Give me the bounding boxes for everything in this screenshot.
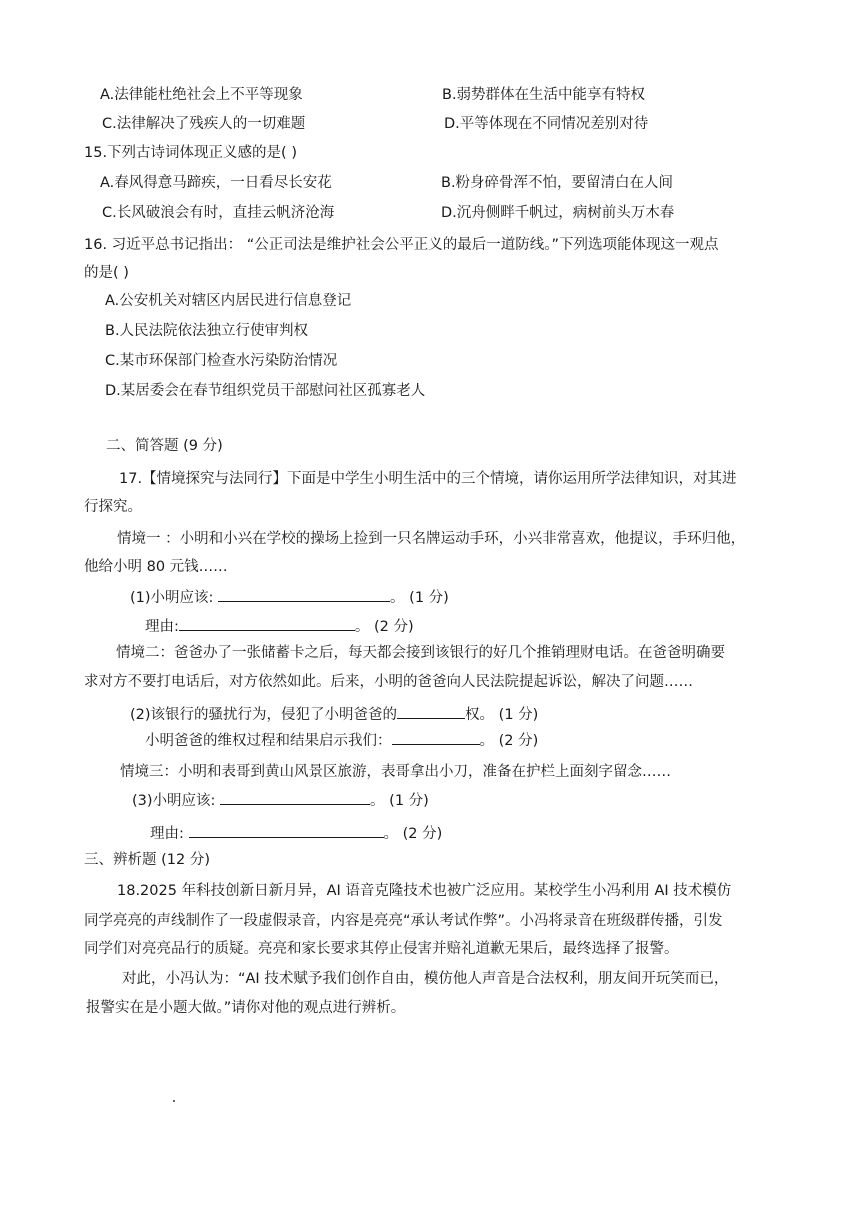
q17-part3-reason-suffix: 。 (2 分)	[383, 826, 443, 842]
q17-scenario2-line2: 求对方不要打电话后，对方依然如此。后来，小明的爸爸向人民法院提起诉讼，解决了问题……	[84, 674, 693, 690]
stray-dot	[173, 1100, 175, 1102]
q17-scenario2-line1: 情境二：爸爸办了一张储蓄卡之后，每天都会接到该银行的好几个推销理财电话。在爸爸明确要	[116, 645, 725, 661]
q17-part1-reason	[145, 615, 414, 637]
q18-line1: 18.2025 年科技创新日新月异，AI 语音克隆技术也被广泛应用。某校学生小冯利用 AI 技术模仿	[117, 883, 732, 899]
q16-stem-line2: 的是( )	[84, 265, 129, 281]
q17-part2b-prefix: 小明爸爸的维权过程和结果启示我们：	[145, 733, 392, 749]
q17-part3-reason	[150, 822, 442, 844]
q17-part3	[132, 789, 429, 811]
answer-blank-part1[interactable]	[218, 586, 390, 602]
q17-part3-reason-prefix: 理由:	[150, 826, 189, 842]
q17-part1-reason-prefix: 理由:	[145, 619, 179, 635]
answer-blank-part3-reason[interactable]	[189, 822, 384, 838]
q17-scenario1-line2: 他给小明 80 元钱……	[84, 559, 228, 575]
q16-option-d: D.某居委会在春节组织党员干部慰问社区孤寡老人	[105, 383, 426, 399]
q17-part2	[130, 703, 538, 725]
q16-option-a: A.公安机关对辖区内居民进行信息登记	[105, 293, 352, 309]
q16-stem-line1: 16. 习近平总书记指出： “公正司法是维护社会公平正义的最后一道防线。”下列选项能体现这一观点	[84, 237, 719, 253]
answer-blank-part1-reason[interactable]	[179, 615, 355, 631]
answer-blank-part3[interactable]	[220, 789, 370, 805]
q17-part1-reason-suffix: 。 (2 分)	[354, 619, 414, 635]
q18-line4: 对此，小冯认为：“AI 技术赋予我们创作自由，模仿他人声音是合法权利，朋友间开玩笑而已，	[122, 971, 729, 987]
q18-line3: 同学们对亮亮品行的质疑。亮亮和家长要求其停止侵害并赔礼道歉无果后，最终选择了报警。	[84, 941, 679, 957]
q17-intro-line1: 17.【情境探究与法同行】下面是中学生小明生活中的三个情境，请你运用所学法律知识，对其进	[119, 471, 737, 487]
q17-scenario1-line1: 情境一 ：小明和小兴在学校的操场上捡到一只名牌运动手环，小兴非常喜欢，他提议，手环归他，	[117, 531, 746, 547]
q15-option-a: A.春风得意马蹄疾，一日看尽长安花	[100, 175, 332, 191]
q14-option-c: C.法律解决了残疾人的一切难题	[102, 116, 306, 132]
section2-title: 二、简答题 (9 分)	[106, 438, 223, 454]
answer-blank-part2[interactable]	[397, 703, 465, 719]
q17-part2-b	[145, 729, 538, 751]
q14-option-d: D.平等体现在不同情况差别对待	[444, 116, 649, 132]
section3-title: 三、辨析题 (12 分)	[84, 852, 210, 868]
q15-stem: 15.下列古诗词体现正义感的是( )	[84, 145, 297, 161]
answer-blank-part2-b[interactable]	[392, 729, 480, 745]
q17-part2-suffix: 权。 (1 分)	[465, 707, 539, 723]
q16-option-c: C.某市环保部门检查水污染防治情况	[105, 353, 338, 369]
q17-scenario3-line1: 情境三：小明和表哥到黄山风景区旅游，表哥拿出小刀，准备在护栏上面刻字留念……	[120, 764, 671, 780]
q17-part2-prefix: (2)该银行的骚扰行为，侵犯了小明爸爸的	[130, 707, 398, 723]
q17-part1-prefix: (1)小明应该:	[130, 590, 219, 606]
q17-part1	[130, 586, 449, 608]
q18-line2: 同学亮亮的声线制作了一段虚假录音，内容是亮亮“承认考试作弊”。小冯将录音在班级群传播，引发	[84, 913, 723, 929]
q17-part3-suffix: 。 (1 分)	[370, 793, 429, 809]
q17-part1-suffix: 。 (1 分)	[390, 590, 449, 606]
q14-option-a: A.法律能杜绝社会上不平等现象	[100, 87, 303, 103]
q17-intro-line2: 行探究。	[84, 499, 142, 515]
q17-part2b-suffix: 。 (2 分)	[479, 733, 539, 749]
q15-option-b: B.粉身碎骨浑不怕，要留清白在人间	[441, 175, 674, 191]
q17-part3-prefix: (3)小明应该:	[132, 793, 221, 809]
q15-option-d: D.沉舟侧畔千帆过，病树前头万木春	[441, 205, 675, 221]
q16-option-b: B.人民法院依法独立行使审判权	[105, 323, 309, 339]
q15-option-c: C.长风破浪会有时，直挂云帆济沧海	[102, 205, 335, 221]
q18-line5: 报警实在是小题大做。”请你对他的观点进行辨析。	[86, 1000, 406, 1016]
q14-option-b: B.弱势群体在生活中能享有特权	[442, 87, 646, 103]
